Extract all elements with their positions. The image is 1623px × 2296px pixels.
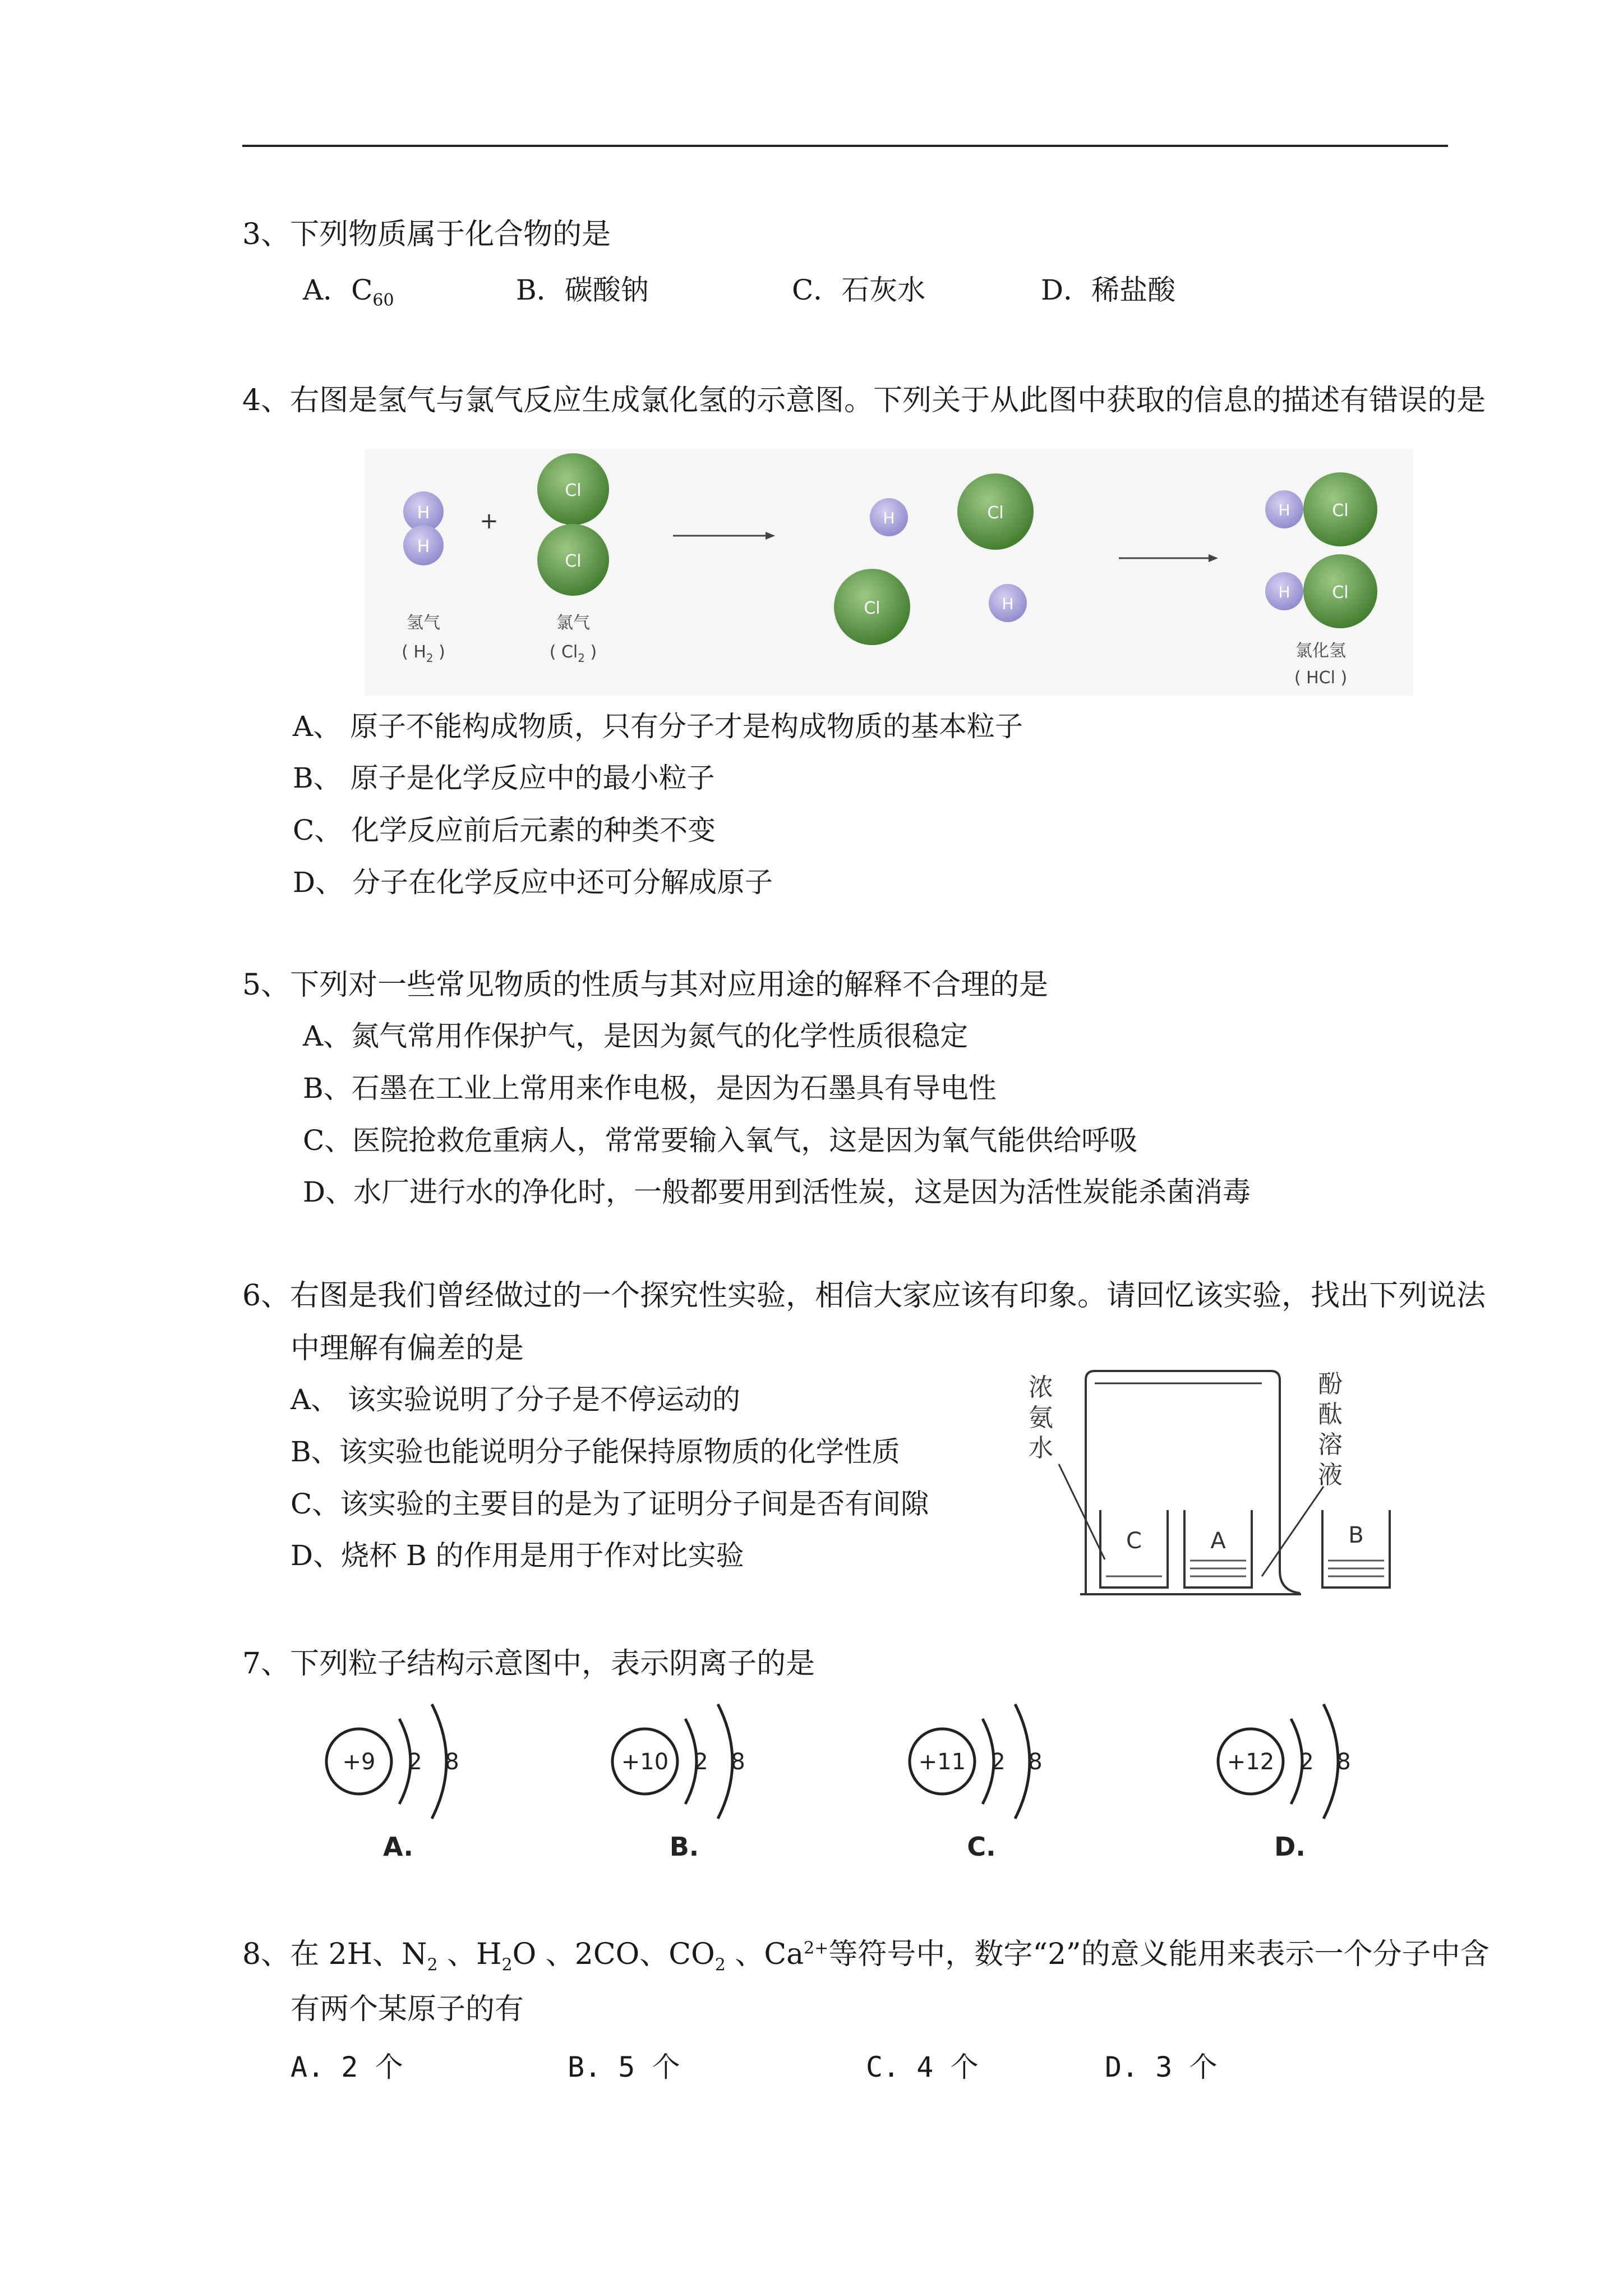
q5-option-b: B、石墨在工业上常用来作电极，是因为石墨具有导电性 [303,1072,997,1105]
product-name: 氯化氢 [1295,641,1346,661]
svg-text:酞: 酞 [1318,1400,1343,1429]
reaction-diagram [365,449,1413,696]
cl-atom-label: Cl [864,599,880,618]
svg-text:C.: C. [967,1832,996,1862]
cl-atom-label: Cl [565,481,582,500]
svg-text:8: 8 [1336,1749,1351,1775]
svg-text:2: 2 [991,1749,1006,1775]
q8-option-d: D. 3 个 [1105,2051,1218,2083]
header-rule [242,145,1448,147]
chlorine-name: 氯气 [556,613,590,633]
q8-option-b: B. 5 个 [568,2051,680,2083]
product-formula: ( HCl ) [1294,668,1348,688]
q6-option-a: A、 该实验说明了分子是不停运动的 [291,1383,741,1416]
q5-stem: 5、下列对一些常见物质的性质与其对应用途的解释不合理的是 [242,968,1049,1002]
cl-atom-label: Cl [565,551,582,571]
svg-text:8: 8 [731,1749,745,1775]
q4-option-c: C、 化学反应前后元素的种类不变 [293,814,716,846]
svg-text:B.: B. [669,1832,699,1862]
ammonia-label [1029,1373,1053,1462]
beaker-c [1100,1510,1168,1588]
svg-text:8: 8 [445,1749,459,1775]
h-atom-label: H [417,537,430,556]
q3-option-b: B．碳酸钠 [516,274,649,306]
phenolphthalein-label [1318,1370,1343,1489]
svg-text:浓: 浓 [1029,1373,1053,1402]
q8-option-c: C. 4 个 [866,2051,979,2083]
svg-text:+9: +9 [342,1749,376,1775]
cl-atom-label: Cl [1332,583,1349,602]
svg-text:2: 2 [408,1749,422,1775]
particle-diagram-d [1218,1704,1351,1862]
q8-stem-line1: 8、在 2H、$N_2$ 、$H_2O$ 、2CO、$CO_2$ 、$Ca^{2+}$等符号中，数字“2”的意义能用来表示一个分子中含 [242,1938,1490,1975]
q3-option-d: D．稀盐酸 [1041,274,1176,306]
cl-atom-label: Cl [1332,501,1349,521]
particle-diagram-b [612,1704,745,1862]
svg-text:+12: +12 [1227,1749,1275,1775]
q4-stem: 4、右图是氢气与氯气反应生成氯化氢的示意图。下列关于从此图中获取的信息的描述有错误的是 [242,384,1486,417]
h-atom-label: H [883,509,895,527]
q5-option-c: C、医院抢救危重病人，常常要输入氧气，这是因为氧气能供给呼吸 [303,1124,1138,1157]
chlorine-formula: ( $Cl_2$ ) [549,642,597,665]
particle-diagram-a [326,1704,459,1862]
q6-stem-line2: 中理解有偏差的是 [291,1332,524,1365]
svg-text:A: A [1210,1528,1226,1554]
svg-text:D.: D. [1274,1832,1306,1862]
q8-option-a: A. 2 个 [291,2051,403,2083]
svg-text:水: 水 [1029,1434,1053,1462]
particle-diagrams [314,1693,1391,1872]
h-atom-label: H [1278,583,1290,601]
q6-option-b: B、该实验也能说明分子能保持原物质的化学性质 [291,1435,900,1468]
svg-text:2: 2 [694,1749,708,1775]
svg-text:A.: A. [383,1832,413,1862]
q3-option-c: C．石灰水 [792,274,926,306]
svg-text:氨: 氨 [1029,1404,1053,1432]
ammonia-diffusion-diagram [1026,1363,1408,1610]
q5-option-a: A、氮气常用作保护气，是因为氮气的化学性质很稳定 [303,1020,969,1052]
hydrogen-name: 氢气 [407,613,440,633]
q6-stem-line1: 6、右图是我们曾经做过的一个探究性实验，相信大家应该有印象。请回忆该实验，找出下列说法 [242,1279,1486,1313]
cl-atom-label: Cl [987,503,1004,523]
svg-text:酚: 酚 [1318,1370,1343,1398]
q3-option-a: A．$C_{60}$ [303,274,394,310]
svg-text:2: 2 [1299,1749,1314,1775]
plus-sign: + [479,508,499,534]
h-atom-label: H [1002,595,1014,613]
q8-stem-line2: 有两个某原子的有 [291,1993,524,2026]
h-atom-label: H [417,503,430,523]
svg-text:8: 8 [1028,1749,1043,1775]
q4-option-a: A、 原子不能构成物质，只有分子才是构成物质的基本粒子 [293,710,1023,743]
q3-stem: 3、下列物质属于化合物的是 [242,218,611,251]
q7-stem: 7、下列粒子结构示意图中，表示阴离子的是 [242,1647,815,1681]
svg-text:C: C [1126,1528,1142,1554]
particle-diagram-c [910,1704,1043,1862]
svg-text:B: B [1348,1522,1364,1548]
svg-text:+10: +10 [621,1749,669,1775]
beaker-b [1322,1510,1390,1588]
q5-option-d: D、水厂进行水的净化时，一般都要用到活性炭，这是因为活性炭能杀菌消毒 [303,1176,1251,1208]
beaker-a [1184,1510,1252,1588]
q4-option-b: B、 原子是化学反应中的最小粒子 [293,762,715,794]
hydrogen-formula: ( $H_2$ ) [402,642,445,665]
svg-text:溶: 溶 [1318,1430,1343,1459]
svg-text:+11: +11 [918,1749,966,1775]
q4-option-d: D、 分子在化学反应中还可分解成原子 [293,866,773,899]
q6-option-d: D、烧杯 B 的作用是用于作对比实验 [291,1539,744,1572]
svg-text:液: 液 [1318,1461,1343,1489]
q6-option-c: C、该实验的主要目的是为了证明分子间是否有间隙 [291,1488,929,1520]
h-atom-label: H [1278,501,1290,519]
